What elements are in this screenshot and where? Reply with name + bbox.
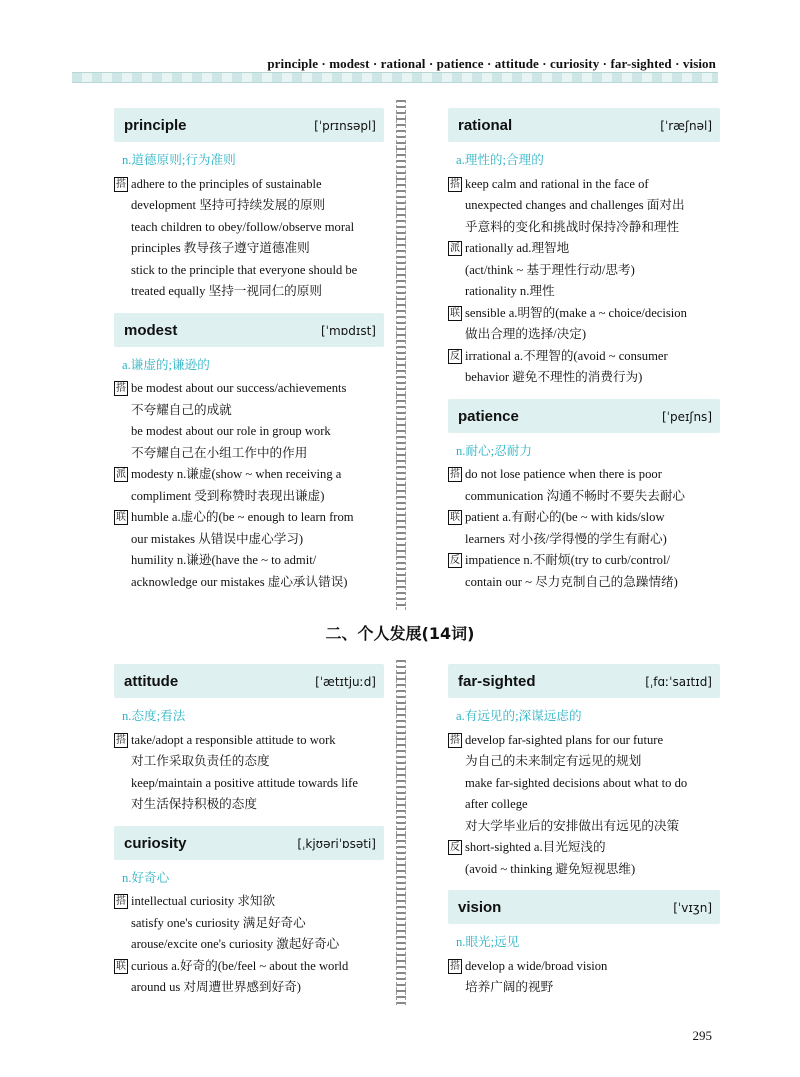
entry-principle: [114, 108, 384, 303]
usage-line: learners 对小孩/学得慢的学生有耐心): [465, 531, 667, 546]
usage-line: humility n.谦逊(have the ~ to admit/: [131, 553, 317, 567]
usage-line: rationality n.理性: [465, 284, 555, 298]
usage-line: make far-sighted decisions about what to do: [465, 775, 688, 790]
usage-tag: 搭: [116, 178, 126, 190]
usage-line: arouse/excite one's curiosity 激起好奇心: [131, 937, 340, 951]
column-bottom-left: [114, 664, 384, 999]
usage-line: develop a wide/broad vision: [465, 958, 608, 973]
usage-line: irrational a.不理智的(avoid ~ consumer: [465, 348, 668, 363]
headword: far-sighted: [458, 673, 536, 690]
usage-tag: 搭: [450, 960, 460, 972]
usage-line: 培养广阔的视野: [465, 980, 554, 994]
entry-vision: [448, 890, 720, 999]
headword-box: [448, 108, 720, 142]
headword-box: [448, 890, 720, 924]
usage-tag: 反: [450, 350, 460, 362]
usage-tag: 派: [450, 243, 460, 254]
usage-tag: 搭: [116, 734, 126, 746]
headword-box: [448, 399, 720, 433]
usage-tag: 联: [116, 960, 126, 972]
column-divider-top: [396, 100, 406, 610]
usage-tag: 派: [116, 469, 126, 480]
usage-group: [448, 346, 720, 389]
usage-line: do not lose patience when there is poor: [465, 467, 662, 481]
running-header: principle · modest · rational · patience · attitude · curiosity · far-sighted · vision: [267, 56, 716, 71]
part-of-speech: a.谦虚的;谦逊的: [122, 357, 210, 372]
usage-line: contain our ~ 尽力克制自己的急躁情绪): [465, 574, 678, 589]
phonetic: [ˈprɪnsəpl]: [314, 119, 376, 133]
phonetic: [ˈpeɪʃns]: [661, 409, 712, 424]
usage-line: acknowledge our mistakes 虚心承认错误): [131, 574, 348, 589]
usage-line: our mistakes 从错误中虚心学习): [131, 531, 304, 546]
usage-line: 为自己的未来制定有远见的规划: [465, 754, 642, 768]
usage-line: keep calm and rational in the face of: [465, 176, 649, 191]
usage-tag: 搭: [450, 178, 460, 190]
part-of-speech: a.理性的;合理的: [456, 153, 544, 167]
usage-line: patient a.有耐心的(be ~ with kids/slow: [465, 510, 665, 524]
usage-line: take/adopt a responsible attitude to work: [131, 732, 336, 747]
phonetic: [ˌfɑːˈsaɪtɪd]: [645, 675, 712, 689]
usage-line: 对工作采取负责任的态度: [131, 754, 270, 768]
entry-rational: [448, 108, 720, 389]
usage-tag: 反: [450, 842, 460, 853]
usage-group: [114, 507, 384, 593]
entry-far-sighted: [448, 664, 720, 880]
page-number: 295: [692, 1028, 712, 1043]
phonetic: [ˈræʃnəl]: [660, 119, 712, 133]
usage-group: [114, 891, 384, 956]
usage-line: 对大学毕业后的安排做出有远见的决策: [465, 818, 680, 833]
usage-line: 做出合理的选择/决定): [465, 327, 587, 341]
usage-group: [448, 956, 720, 999]
part-of-speech: n.耐心;忍耐力: [456, 443, 532, 458]
usage-line: 不夸耀自己的成就: [131, 402, 232, 417]
usage-tag: 搭: [450, 469, 460, 480]
entry-modest: [114, 313, 384, 594]
usage-line: compliment 受到称赞时表现出谦虚): [131, 488, 325, 503]
usage-line: principles 教导孩子遵守道德准则: [131, 241, 310, 255]
entry-patience: [448, 399, 720, 594]
usage-group: [114, 730, 384, 816]
usage-line: adhere to the principles of sustainable: [131, 176, 322, 191]
usage-tag: 联: [116, 512, 126, 523]
usage-line: communication 沟通不畅时不要失去耐心: [465, 488, 686, 503]
usage-tag: 联: [450, 512, 460, 523]
headword: vision: [458, 899, 502, 916]
usage-line: short-sighted a.目光短浅的: [465, 840, 606, 854]
usage-line: keep/maintain a positive attitude towards life: [131, 775, 358, 790]
usage-group: [448, 837, 720, 880]
part-of-speech: n.好奇心: [122, 870, 170, 885]
usage-line: behavior 避免不理性的消费行为): [465, 370, 643, 384]
headword: principle: [124, 117, 187, 134]
usage-group: [114, 464, 384, 507]
column-top-right: [448, 108, 720, 593]
usage-tag: 联: [450, 307, 460, 319]
usage-group: [114, 956, 384, 999]
usage-line: be modest about our success/achievements: [131, 381, 347, 395]
usage-tag: 反: [450, 555, 460, 566]
usage-line: sensible a.明智的(make a ~ choice/decision: [465, 305, 687, 320]
usage-group: [448, 174, 720, 239]
headword-box: [114, 313, 384, 347]
headword-box: [114, 664, 384, 698]
usage-group: [448, 507, 720, 550]
headword: rational: [458, 117, 513, 134]
phonetic: [ˌkjʊəriˈɒsəti]: [297, 836, 376, 851]
usage-line: unexpected changes and challenges 面对出: [465, 198, 685, 212]
usage-line: 对生活保持积极的态度: [131, 797, 257, 811]
usage-line: rationally ad.理智地: [465, 241, 570, 255]
usage-line: modesty n.谦虚(show ~ when receiving a: [131, 467, 342, 481]
phonetic: [ˈmɒdɪst]: [320, 323, 376, 338]
phonetic: [ˈvɪʒn]: [673, 901, 712, 915]
usage-line: satisfy one's curiosity 满足好奇心: [131, 915, 306, 930]
entry-curiosity: [114, 826, 384, 999]
headword: patience: [458, 407, 519, 425]
usage-line: humble a.虚心的(be ~ enough to learn from: [131, 510, 354, 524]
usage-line: develop far-sighted plans for our future: [465, 732, 664, 747]
headword: modest: [124, 321, 178, 339]
column-bottom-right: [448, 664, 720, 999]
usage-group: [114, 174, 384, 303]
usage-line: stick to the principle that everyone should be: [131, 262, 358, 277]
usage-group: [448, 550, 720, 593]
column-top-left: [114, 108, 384, 593]
usage-line: be modest about our role in group work: [131, 424, 331, 438]
usage-line: after college: [465, 797, 528, 811]
usage-group: [448, 730, 720, 838]
section-title: 二、个人发展(14词): [325, 624, 475, 643]
headword-box: [448, 664, 720, 698]
usage-line: treated equally 坚持一视同仁的原则: [131, 284, 322, 298]
entry-attitude: [114, 664, 384, 816]
phonetic: [ˈætɪtjuːd]: [315, 675, 376, 689]
usage-group: [114, 378, 384, 464]
part-of-speech: n.道德原则;行为准则: [122, 153, 236, 167]
headword: curiosity: [124, 834, 187, 852]
part-of-speech: a.有远见的;深谋远虑的: [456, 709, 582, 723]
usage-line: around us 对周遭世界感到好奇): [131, 980, 302, 994]
usage-group: [448, 303, 720, 346]
column-divider-bottom: [396, 660, 406, 1005]
part-of-speech: n.眼光;远见: [456, 935, 520, 949]
usage-line: 不夸耀自己在小组工作中的作用: [131, 445, 308, 460]
usage-line: intellectual curiosity 求知欲: [131, 894, 276, 908]
part-of-speech: n.态度;看法: [122, 709, 186, 723]
usage-tag: 搭: [116, 896, 126, 907]
headword: attitude: [124, 673, 179, 690]
usage-group: [448, 238, 720, 303]
header-rule: [72, 72, 718, 83]
usage-line: 乎意料的变化和挑战时保持冷静和理性: [465, 219, 680, 234]
usage-line: teach children to obey/follow/observe moral: [131, 219, 355, 234]
headword-box: [114, 108, 384, 142]
usage-line: (act/think ~ 基于理性行动/思考): [465, 262, 635, 277]
usage-line: development 坚持可持续发展的原则: [131, 198, 326, 212]
usage-tag: 搭: [116, 383, 126, 394]
usage-line: (avoid ~ thinking 避免短视思维): [465, 861, 636, 876]
usage-tag: 搭: [450, 734, 460, 746]
usage-line: impatience n.不耐烦(try to curb/control/: [465, 553, 670, 567]
usage-line: curious a.好奇的(be/feel ~ about the world: [131, 958, 349, 973]
usage-group: [448, 464, 720, 507]
headword-box: [114, 826, 384, 860]
